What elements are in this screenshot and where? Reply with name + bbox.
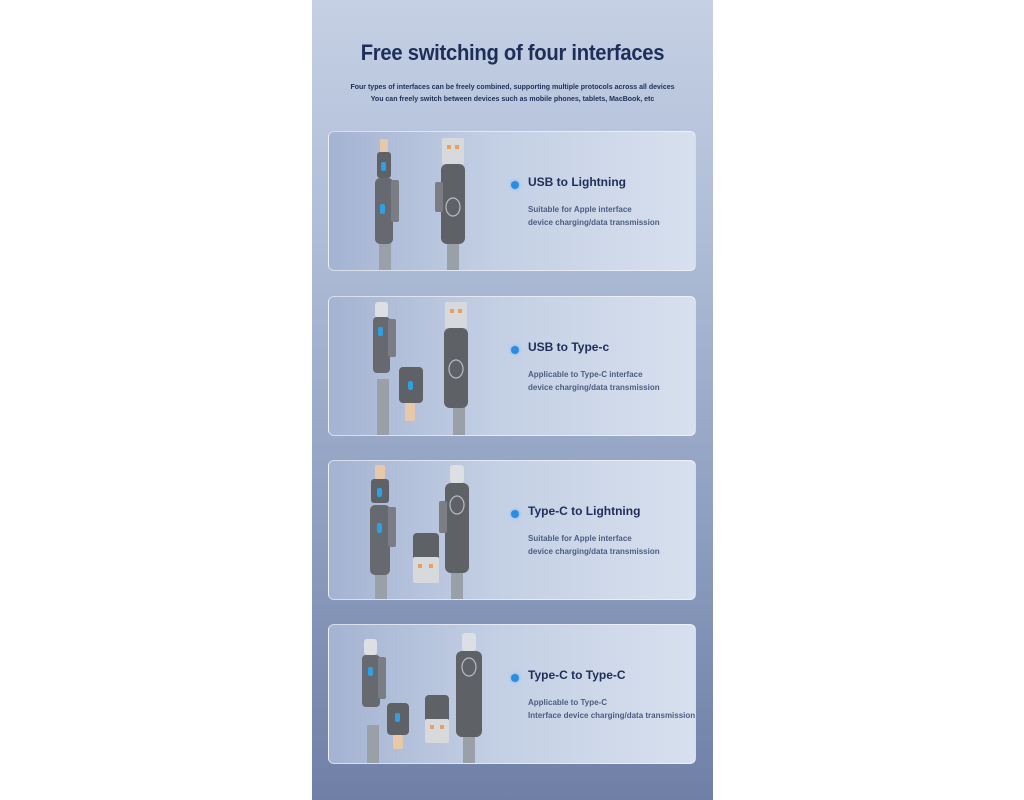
interface-card-type-c-to-type-c [328, 624, 696, 764]
interface-card-usb-to-lightning [328, 131, 696, 271]
cable-illustration [329, 625, 509, 764]
card-desc-line-1: Suitable for Apple interface [528, 205, 632, 214]
page-title: Free switching of four interfaces [360, 40, 665, 65]
bullet-dot [511, 181, 519, 189]
card-description [528, 203, 660, 229]
product-poster [312, 0, 713, 800]
card-desc-line-2: device charging/data transmission [528, 218, 660, 227]
card-desc-line-1: Applicable to Type-C [528, 698, 607, 707]
card-desc-line-2: device charging/data transmission [528, 547, 660, 556]
card-title: Type-C to Lightning [528, 504, 641, 518]
card-title: USB to Lightning [528, 175, 626, 189]
subtitle-line-2: You can freely switch between devices such as mobile phones, tablets, MacBook, etc [370, 96, 655, 103]
interface-card-usb-to-type-c [328, 296, 696, 436]
card-description [528, 532, 660, 558]
card-title: Type-C to Type-C [528, 668, 626, 682]
card-title: USB to Type-c [528, 340, 610, 354]
card-desc-line-2: device charging/data transmission [528, 383, 660, 392]
subtitle-line-1: Four types of interfaces can be freely combined, supporting multiple protocols across all devices [350, 84, 675, 91]
card-description [528, 696, 695, 722]
bullet-dot [511, 346, 519, 354]
card-desc-line-1: Applicable to Type-C interface [528, 370, 643, 379]
card-description [528, 368, 660, 394]
cable-illustration [329, 132, 509, 271]
card-desc-line-2: Interface device charging/data transmission [528, 711, 696, 720]
card-desc-line-1: Suitable for Apple interface [528, 534, 632, 543]
cable-illustration [329, 297, 509, 436]
interface-card-type-c-to-lightning [328, 460, 696, 600]
bullet-dot [511, 674, 519, 682]
bullet-dot [511, 510, 519, 518]
cable-illustration [329, 461, 509, 600]
